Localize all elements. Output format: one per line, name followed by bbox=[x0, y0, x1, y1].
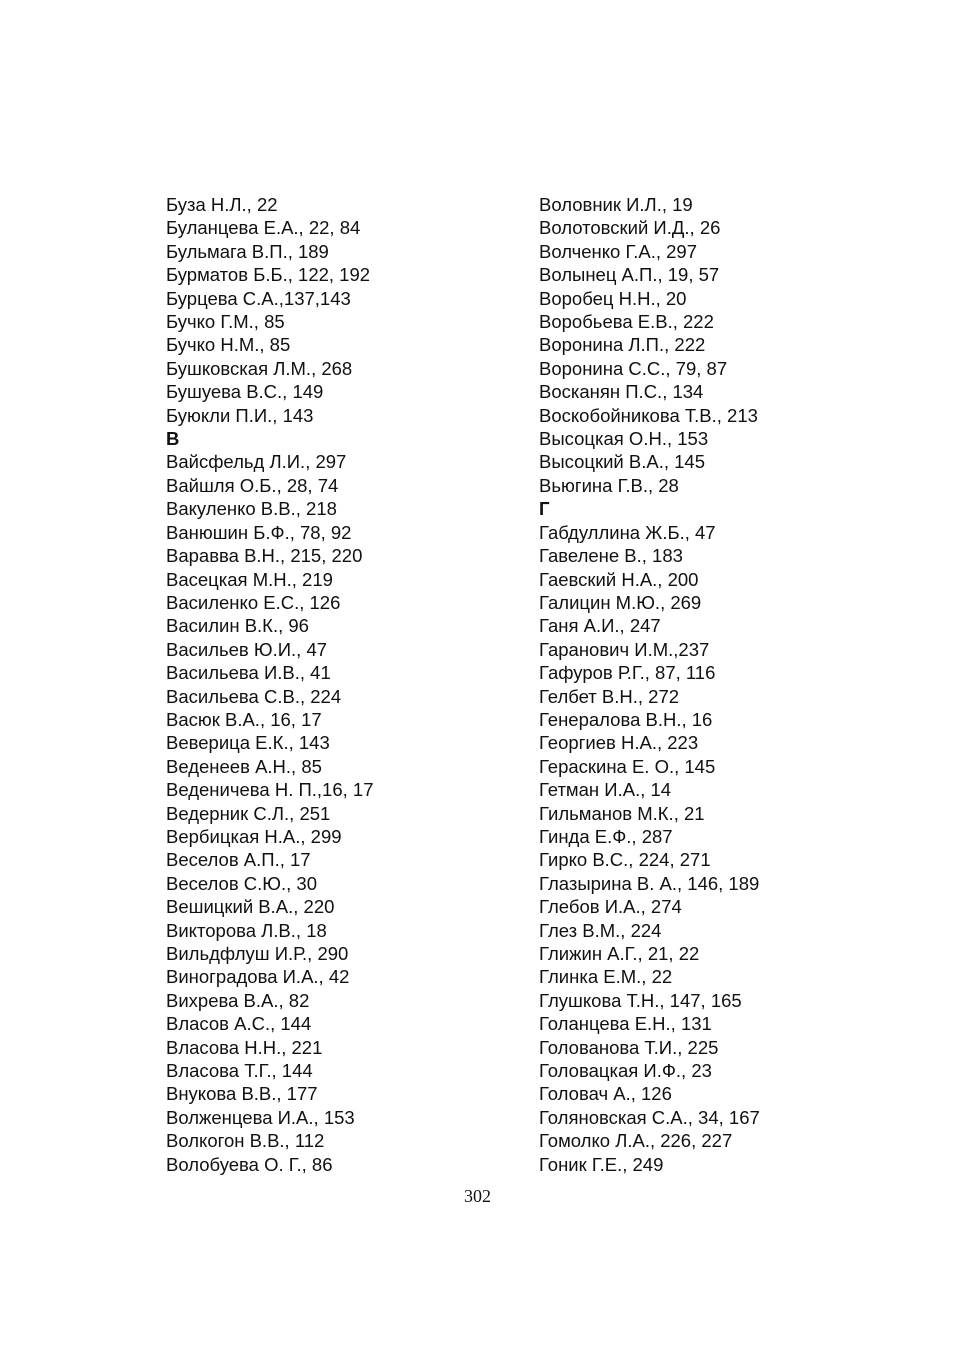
index-entry: Власов А.С., 144 bbox=[166, 1013, 312, 1035]
index-entry: Воловник И.Л., 19 bbox=[539, 194, 693, 215]
index-entry: Глебов И.А., 274 bbox=[539, 896, 682, 918]
index-entry: Веденичева Н. П.,16, 17 bbox=[166, 779, 374, 801]
index-entry: Ванюшин Б.Ф., 78, 92 bbox=[166, 521, 352, 543]
index-entry: Голованова Т.И., 225 bbox=[539, 1036, 719, 1058]
index-entry: Вербицкая Н.А., 299 bbox=[166, 825, 342, 847]
index-entry: Глижин А.Г., 21, 22 bbox=[539, 943, 700, 964]
index-entry: Глез В.М., 224 bbox=[539, 919, 662, 941]
index-entry: Варавва В.Н., 215, 220 bbox=[166, 545, 363, 567]
index-entry: Волотовский И.Д., 26 bbox=[539, 217, 721, 239]
index-entry: Буланцева Е.А., 22, 84 bbox=[166, 217, 361, 239]
page-number: 302 bbox=[464, 1186, 491, 1206]
index-entry: Гераскина Е. О., 145 bbox=[539, 755, 716, 777]
index-entry: Голяновская С.А., 34, 167 bbox=[539, 1106, 760, 1128]
index-entry: Веселов С.Ю., 30 bbox=[166, 872, 317, 894]
index-entry: Головацкая И.Ф., 23 bbox=[539, 1060, 712, 1082]
index-entry: Воронина Л.П., 222 bbox=[539, 334, 706, 356]
index-entry: Василин В.К., 96 bbox=[166, 615, 309, 637]
index-column-right bbox=[539, 193, 760, 1176]
index-entry: Васецкая М.Н., 219 bbox=[166, 568, 333, 590]
index-entry: Вильдфлуш И.Р., 290 bbox=[166, 943, 349, 964]
index-entry: Воробьева Е.В., 222 bbox=[539, 311, 714, 333]
index-entry: Виноградова И.А., 42 bbox=[166, 966, 350, 988]
index-entry: Воробец Н.Н., 20 bbox=[539, 287, 687, 309]
index-entry: Волженцева И.А., 153 bbox=[166, 1106, 355, 1128]
index-entry: Генералова В.Н., 16 bbox=[539, 708, 713, 730]
index-entry: Вихрева В.А., 82 bbox=[166, 989, 310, 1011]
index-entry: Волкогон В.В., 112 bbox=[166, 1130, 325, 1152]
index-entry: Васильева И.В., 41 bbox=[166, 662, 331, 684]
index-entry: Вакуленко В.В., 218 bbox=[166, 498, 337, 520]
index-entry: Буюкли П.И., 143 bbox=[166, 404, 314, 426]
index-entry: Гавелене В., 183 bbox=[539, 545, 683, 567]
index-entry: Гоник Г.Е., 249 bbox=[539, 1153, 664, 1175]
index-entry: Георгиев Н.А., 223 bbox=[539, 732, 699, 754]
index-entry: Гафуров Р.Г., 87, 116 bbox=[539, 662, 716, 684]
index-entry: Бучко Н.М., 85 bbox=[166, 334, 291, 356]
index-entry: Гинда Е.Ф., 287 bbox=[539, 825, 673, 847]
index-entry: Викторова Л.В., 18 bbox=[166, 919, 327, 941]
index-entry: Ведерник С.Л., 251 bbox=[166, 802, 331, 824]
index-entry: Высоцкий В.А., 145 bbox=[539, 451, 705, 473]
index-entry: Веверица Е.К., 143 bbox=[166, 732, 330, 754]
index-entry: Габдуллина Ж.Б., 47 bbox=[539, 521, 716, 543]
index-entry: Голанцева Е.Н., 131 bbox=[539, 1013, 712, 1035]
index-entry: Васюк В.А., 16, 17 bbox=[166, 708, 322, 730]
index-entry: Вешицкий В.А., 220 bbox=[166, 896, 335, 918]
index-section-letter: Г bbox=[539, 498, 550, 520]
index-entry: Ганя А.И., 247 bbox=[539, 615, 661, 637]
index-entry: Гаранович И.М.,237 bbox=[539, 638, 710, 660]
index-entry: Гирко В.С., 224, 271 bbox=[539, 849, 711, 871]
index-entry: Восканян П.С., 134 bbox=[539, 381, 704, 403]
index-entry: Бушуева В.С., 149 bbox=[166, 381, 324, 403]
index-entry: Веденеев А.Н., 85 bbox=[166, 755, 322, 777]
index-entry: Власова Т.Г., 144 bbox=[166, 1060, 313, 1082]
index-entry: Вайсфельд Л.И., 297 bbox=[166, 451, 347, 473]
index-entry: Глушкова Т.Н., 147, 165 bbox=[539, 989, 742, 1011]
index-section-letter: В bbox=[166, 428, 180, 450]
index-entry: Васильев Ю.И., 47 bbox=[166, 638, 328, 660]
index-entry: Воскобойникова Т.В., 213 bbox=[539, 404, 758, 426]
index-entry: Гелбет В.Н., 272 bbox=[539, 685, 680, 707]
index-entry: Буза Н.Л., 22 bbox=[166, 194, 278, 215]
index-entry: Василенко Е.С., 126 bbox=[166, 591, 341, 613]
index-entry: Внукова В.В., 177 bbox=[166, 1083, 318, 1105]
index-entry: Бульмага В.П., 189 bbox=[166, 240, 329, 262]
index-entry: Гаевский Н.А., 200 bbox=[539, 568, 699, 590]
index-entry: Вайшля О.Б., 28, 74 bbox=[166, 474, 339, 496]
index-entry: Бушковская Л.М., 268 bbox=[166, 357, 353, 379]
index-entry: Глазырина В. А., 146, 189 bbox=[539, 872, 760, 894]
index-entry: Волченко Г.А., 297 bbox=[539, 240, 698, 262]
index-column-left bbox=[166, 193, 373, 1176]
index-entry: Власова Н.Н., 221 bbox=[166, 1036, 323, 1058]
index-entry: Волобуева О. Г., 86 bbox=[166, 1153, 333, 1175]
index-entry: Высоцкая О.Н., 153 bbox=[539, 428, 709, 450]
index-entry: Глинка Е.М., 22 bbox=[539, 966, 673, 988]
index-entry: Бурматов Б.Б., 122, 192 bbox=[166, 264, 371, 286]
index-entry: Волынец А.П., 19, 57 bbox=[539, 264, 720, 286]
index-entry: Веселов А.П., 17 bbox=[166, 849, 311, 871]
index-entry: Гомолко Л.А., 226, 227 bbox=[539, 1130, 733, 1152]
index-entry: Головач А., 126 bbox=[539, 1083, 672, 1105]
index-entry: Воронина С.С., 79, 87 bbox=[539, 357, 728, 379]
index-entry: Бучко Г.М., 85 bbox=[166, 311, 285, 333]
index-entry: Вьюгина Г.В., 28 bbox=[539, 474, 679, 496]
index-entry: Гетман И.А., 14 bbox=[539, 779, 672, 801]
index-entry: Бурцева С.А.,137,143 bbox=[166, 287, 351, 309]
index-entry: Галицин М.Ю., 269 bbox=[539, 591, 702, 613]
index-entry: Гильманов М.К., 21 bbox=[539, 802, 705, 824]
index-entry: Васильева С.В., 224 bbox=[166, 685, 342, 707]
